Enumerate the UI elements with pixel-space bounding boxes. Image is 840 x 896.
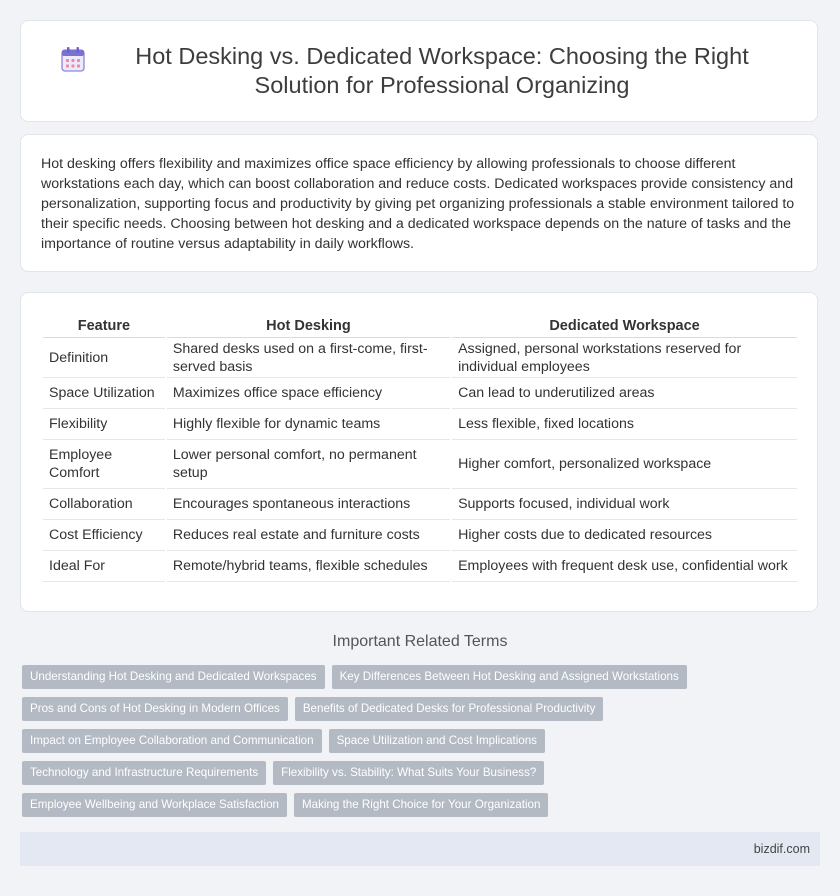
tag-row — [22, 793, 822, 817]
row-feature: Ideal For — [43, 551, 165, 582]
row-feature: Definition — [43, 338, 165, 378]
row-hot-desking: Reduces real estate and furniture costs — [167, 520, 450, 551]
related-term-tag[interactable]: Space Utilization and Cost Implications — [329, 729, 545, 753]
header-dedicated-workspace: Dedicated Workspace — [452, 313, 797, 338]
related-term-tag[interactable]: Key Differences Between Hot Desking and Assigned Workstations — [332, 665, 687, 689]
row-hot-desking: Encourages spontaneous interactions — [167, 489, 450, 520]
table-row — [43, 378, 797, 409]
related-term-tag[interactable]: Impact on Employee Collaboration and Communication — [22, 729, 322, 753]
page-title: Hot Desking vs. Dedicated Workspace: Choosing the Right Solution for Professional Organizing — [135, 43, 749, 98]
title-wrap — [21, 42, 817, 100]
related-term-tag[interactable]: Understanding Hot Desking and Dedicated Workspaces — [22, 665, 325, 689]
table-row — [43, 338, 797, 378]
row-feature: Flexibility — [43, 409, 165, 440]
tag-row — [22, 697, 822, 721]
row-feature: Space Utilization — [43, 378, 165, 409]
tag-row — [22, 665, 822, 689]
related-terms-list — [22, 665, 822, 825]
title-card — [20, 20, 818, 122]
related-term-tag[interactable]: Employee Wellbeing and Workplace Satisfaction — [22, 793, 287, 817]
row-dedicated: Assigned, personal workstations reserved for individual employees — [452, 338, 797, 378]
row-dedicated: Higher comfort, personalized workspace — [452, 440, 797, 489]
row-feature: Collaboration — [43, 489, 165, 520]
related-term-tag[interactable]: Making the Right Choice for Your Organization — [294, 793, 548, 817]
related-term-tag[interactable]: Benefits of Dedicated Desks for Professional Productivity — [295, 697, 604, 721]
related-terms-title: Important Related Terms — [332, 633, 508, 650]
related-term-tag[interactable]: Pros and Cons of Hot Desking in Modern Offices — [22, 697, 288, 721]
site-link[interactable]: bizdif.com — [753, 842, 810, 856]
calendar-icon — [61, 46, 85, 72]
intro-card — [20, 134, 818, 272]
header-hot-desking: Hot Desking — [167, 313, 450, 338]
comparison-table — [41, 313, 799, 582]
row-feature: Cost Efficiency — [43, 520, 165, 551]
tag-row — [22, 761, 822, 785]
related-term-tag[interactable]: Technology and Infrastructure Requirements — [22, 761, 266, 785]
row-hot-desking: Maximizes office space efficiency — [167, 378, 450, 409]
intro-paragraph: Hot desking offers flexibility and maximizes office space efficiency by allowing professionals to choose different workstations each day, which can boost collaboration and reduce costs. Dedicated workspaces provide consistency and personalization, supporting focus and productivity by giving pet organizing professionals a stable environment tailored to their specific needs. Choosing between hot desking and a dedicated workspace depends on the nature of tasks and the importance of routine versus adaptability in daily workflows. — [41, 156, 795, 252]
row-hot-desking: Remote/hybrid teams, flexible schedules — [167, 551, 450, 582]
table-row — [43, 409, 797, 440]
table-row — [43, 520, 797, 551]
footer — [20, 832, 820, 866]
row-hot-desking: Highly flexible for dynamic teams — [167, 409, 450, 440]
row-hot-desking: Shared desks used on a first-come, first-served basis — [167, 338, 450, 378]
row-dedicated: Less flexible, fixed locations — [452, 409, 797, 440]
related-term-tag[interactable]: Flexibility vs. Stability: What Suits Your Business? — [273, 761, 544, 785]
row-dedicated: Supports focused, individual work — [452, 489, 797, 520]
row-dedicated: Higher costs due to dedicated resources — [452, 520, 797, 551]
table-row — [43, 440, 797, 489]
table-row — [43, 489, 797, 520]
row-dedicated: Can lead to underutilized areas — [452, 378, 797, 409]
row-feature: Employee Comfort — [43, 440, 165, 489]
tag-row — [22, 729, 822, 753]
table-header-row — [43, 313, 797, 338]
header-feature: Feature — [43, 313, 165, 338]
comparison-card — [20, 292, 818, 612]
row-dedicated: Employees with frequent desk use, confidential work — [452, 551, 797, 582]
row-hot-desking: Lower personal comfort, no permanent setup — [167, 440, 450, 489]
table-row — [43, 551, 797, 582]
